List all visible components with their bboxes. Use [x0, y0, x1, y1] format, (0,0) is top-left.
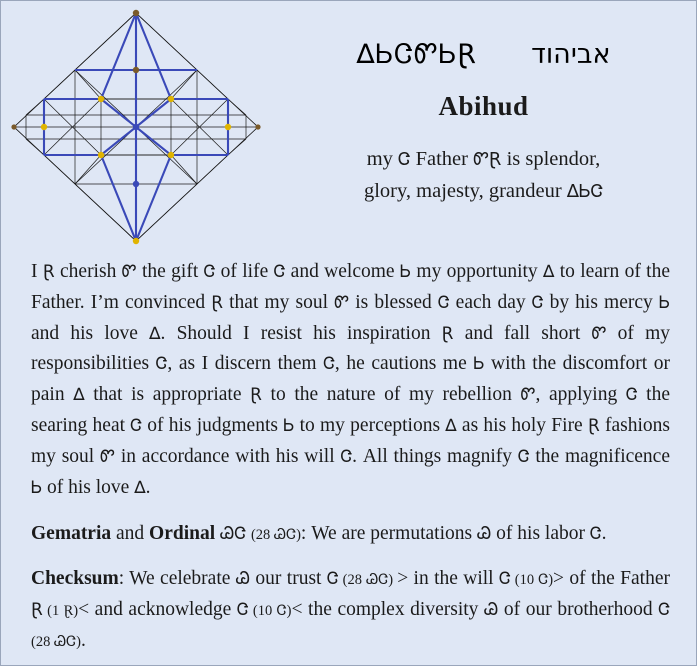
devotional-paragraph [31, 257, 670, 503]
paleo-glyph: Ꮳ [203, 262, 216, 282]
body-text: as his holy Fire [456, 414, 588, 436]
body-text: and fall short [453, 322, 592, 344]
body-text: of our brotherhood [498, 598, 659, 620]
paleo-glyph: Ɽ [250, 385, 262, 406]
body-text: the magnificence [529, 445, 670, 467]
paleo-glyph: Ꮫ [334, 292, 350, 313]
body-text: > of the Father [553, 568, 670, 590]
gematria-label: Gematria [31, 523, 112, 545]
meaning-text: Father [410, 148, 474, 170]
value-annotation: (28 ᏊᏣ) [338, 572, 398, 589]
body-text: of his labor [491, 523, 590, 545]
body-text: < and acknowledge [78, 598, 237, 620]
paleo-glyph: Ꮳ [323, 354, 335, 375]
meaning-line-1 [271, 144, 696, 176]
meaning-line-2 [271, 176, 696, 208]
paleo-glyph: Ɽ [211, 292, 224, 313]
body-text: to the nature of my rebellion [261, 384, 521, 406]
paleo-glyph: ∆ [543, 262, 555, 282]
ordinal-label: Ordinal [149, 523, 216, 545]
paleo-glyph: ᏊᏣ [220, 524, 247, 545]
body-text: by his mercy [543, 291, 659, 313]
body-text: that is appropriate [84, 384, 251, 406]
paleo-glyph: Ꮟ [283, 415, 295, 436]
paleo-glyph: Ꮳ [517, 446, 530, 467]
body-text: , applying [535, 384, 626, 406]
paleo-glyph: ᏛⱤ [473, 149, 502, 170]
body-text: with the discomfort or pain [31, 353, 670, 406]
gematria-line [31, 519, 670, 550]
paleo-glyph: Ꮟ [31, 477, 43, 498]
paleo-glyph: Ꮳ [658, 599, 670, 620]
name-panel [271, 1, 696, 208]
paleo-glyph: Ꮳ [236, 599, 249, 620]
paleo-glyph: Ꮚ [476, 524, 492, 545]
paleo-glyph: Ꮳ [273, 262, 286, 282]
name-meaning [271, 144, 696, 208]
paleo-glyph: Ꮚ [235, 569, 251, 590]
body-text: to learn of the Father. I’m convinced [31, 261, 671, 313]
body-text: of life [215, 261, 274, 282]
body-text: . [145, 476, 151, 498]
paleo-glyph: ∆ᏏᏣ [566, 180, 604, 202]
paleo-glyph: Ꮫ [520, 385, 536, 406]
hebrew-name: אביהוד [531, 39, 611, 70]
paleo-glyph: Ꮚ [484, 599, 499, 620]
paleo-glyph: ∆ [134, 477, 146, 498]
paleo-glyph: Ɽ [31, 599, 43, 620]
paleo-glyph: ∆ [445, 415, 457, 436]
tree-of-life-diamond-lattice [9, 7, 263, 247]
meaning-text: glory, majesty, grandeur [363, 179, 567, 202]
body-text: . [80, 629, 86, 651]
paleo-glyph: Ꮳ [531, 292, 544, 313]
paleo-glyph: Ꮳ [340, 446, 353, 467]
value-annotation: (10 Ꮳ) [510, 572, 554, 589]
value-annotation: (10 Ꮳ) [248, 602, 292, 619]
english-name: Abihud [438, 91, 529, 121]
body-text: I [31, 261, 43, 282]
paleo-glyph: Ꮳ [625, 385, 638, 406]
body-text: is blessed [349, 291, 438, 313]
body-text: the gift [136, 261, 204, 282]
paleo-glyph: Ꮳ [155, 354, 168, 375]
header-section [1, 1, 696, 249]
paleo-glyph: Ꮳ [130, 415, 142, 436]
paleo-glyph: ∆ [73, 385, 85, 406]
body-text: fashions my soul [31, 414, 670, 467]
paleo-glyph: Ꮟ [399, 262, 412, 282]
name-title-row [271, 39, 696, 71]
body-text: > in the will [397, 568, 499, 590]
value-annotation: (1 Ɽ) [42, 602, 79, 619]
body-text: each day [449, 291, 532, 313]
paleo-name: ∆ᏏᏣᏛᏏⱤ [356, 39, 478, 70]
body-text: and [111, 523, 150, 545]
paleo-glyph: ∆ [149, 323, 161, 344]
paleo-glyph: Ɽ [42, 262, 55, 282]
paleo-glyph: Ꮳ [437, 292, 450, 313]
body-text: : We are permutations [300, 523, 477, 545]
body-section [1, 249, 696, 657]
paleo-glyph: Ꮳ [498, 569, 511, 590]
meaning-text: is splendor, [501, 148, 601, 170]
paleo-glyph: Ꮟ [658, 292, 671, 313]
body-text: cherish [54, 261, 122, 282]
body-text: our trust [250, 568, 327, 590]
paleo-glyph: Ɽ [441, 323, 454, 344]
figure-panel [1, 1, 271, 249]
paleo-glyph: Ꮳ [326, 569, 339, 590]
paleo-glyph: Ꮫ [591, 323, 607, 344]
body-text: . All things magnify [352, 445, 518, 467]
body-text: of his love [42, 476, 135, 498]
body-text: my opportunity [411, 261, 544, 282]
body-text: in accordance with his will [115, 445, 341, 467]
meaning-text: my [366, 148, 399, 170]
body-text: , he cautions me [334, 353, 474, 375]
paleo-glyph: Ꮟ [473, 354, 485, 375]
paleo-glyph: Ꮫ [100, 446, 116, 467]
paleo-glyph: Ɽ [587, 415, 600, 436]
body-text: of my responsibilities [31, 322, 671, 375]
body-text: : We celebrate [118, 568, 236, 590]
checksum-label: Checksum [31, 568, 119, 590]
body-text: < the complex diversity [291, 598, 485, 620]
checksum-line [31, 564, 670, 656]
value-annotation: (28 ᏊᏣ) [250, 527, 301, 544]
body-text: the searing heat [31, 384, 670, 436]
value-annotation: (28 ᏊᏣ) [31, 633, 81, 650]
body-text: and his love [31, 322, 150, 344]
body-text: . Should I resist his inspiration [160, 322, 442, 344]
paleo-glyph: Ꮫ [121, 262, 137, 282]
body-text: to my perceptions [294, 414, 446, 436]
paleo-glyph: Ꮳ [589, 524, 602, 545]
body-text: of his judgments [142, 414, 284, 436]
body-text: , as I discern them [167, 353, 324, 375]
body-text: and welcome [285, 261, 400, 282]
paleo-glyph: Ꮳ [398, 149, 411, 170]
body-text: that my soul [223, 291, 335, 313]
body-text: . [601, 523, 607, 545]
